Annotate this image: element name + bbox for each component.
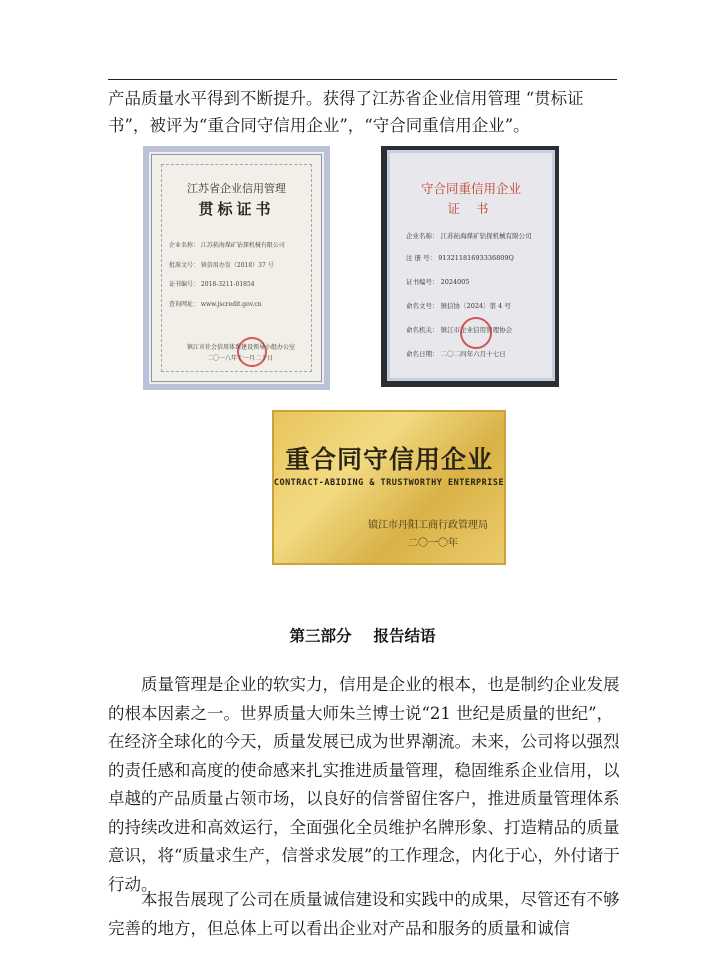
certificate-1-website: 查询网址： www.jscredit.gov.cn bbox=[169, 301, 262, 308]
conclusion-paragraph-2: 本报告展现了公司在质量诚信建设和实践中的成果，尽管还有不够完善的地方，但总体上可以看出企业对产品和服务的质量和诚信 bbox=[108, 890, 620, 938]
plaque-english-title: CONTRACT-ABIDING & TRUSTWORTHY ENTERPRISE bbox=[273, 478, 505, 488]
certificate-1-date: 二〇一八年十一月二十日 bbox=[207, 355, 274, 362]
certificate-2-naming-doc: 命名文号： 镇信协〔2024〕第 4 号 bbox=[406, 302, 511, 310]
certificate-2-subtitle: 证书 bbox=[447, 201, 505, 216]
certificate-1-number: 证书编号： 2018-3211-01854 bbox=[169, 281, 255, 288]
certificate-2-number: 证书编号： 2024005 bbox=[406, 278, 470, 286]
intro-paragraph: 产品质量水平得到不断提升。获得了江苏省企业信用管理 “贯标证书”，被评为“重合同守信用企业”，“守合同重信用企业”。 bbox=[108, 89, 584, 135]
trustworthy-enterprise-plaque-image bbox=[272, 410, 506, 565]
certificate-1-issuer: 镇江市社会信用体系建设领导小组办公室 bbox=[187, 344, 296, 351]
header-rule bbox=[108, 79, 617, 80]
certificate-1-title: 江苏省企业信用管理 bbox=[187, 182, 286, 195]
certificate-2-naming-org: 命名机关： 镇江市企业信用管理协会 bbox=[406, 326, 513, 334]
section-heading bbox=[0, 624, 725, 646]
section-part-label: 第三部分 bbox=[289, 626, 352, 645]
certificate-2-title: 守合同重信用企业 bbox=[420, 181, 521, 196]
certificate-1-company: 企业名称： 江苏拓海煤矿钻探机械有限公司 bbox=[169, 242, 285, 249]
certificate-paper bbox=[387, 150, 555, 381]
red-seal-stamp bbox=[460, 317, 492, 349]
plaque-year: 二〇一〇年 bbox=[408, 538, 458, 549]
certificate-2-company: 企业名称： 江苏拓海煤矿钻探机械有限公司 bbox=[406, 232, 532, 240]
plaque-title: 重合同守信用企业 bbox=[284, 445, 493, 474]
section-title: 报告结语 bbox=[373, 626, 436, 645]
plaque-issuer: 镇江市丹阳工商行政管理局 bbox=[368, 520, 488, 531]
credit-management-certificate-image bbox=[143, 146, 330, 390]
certificate-2-registration: 注 册 号： 91321181693336809Q bbox=[406, 254, 514, 262]
certificate-2-naming-date: 命名日期： 二〇二四年六月十七日 bbox=[406, 350, 506, 358]
conclusion-paragraph-1: 质量管理是企业的软实力，信用是企业的根本，也是制约企业发展的根本因素之一。世界质量大师朱兰博士说“21 世纪是质量的世纪”，在经济全球化的今天，质量发展已成为世界潮流。未来，公司将以强烈的责任感和高度的使命感来扎实推进质量管理，稳固维系企业信用，以卓越的产品质量占领市场，以良好的信誉留住客户，推进质量管理体系的持续改进和高效运行，全面强化全员维护名牌形象、打造精品的质量意识，将“质量求生产，信誉求发展”的工作理念，内化于心，外付诸于行动。 bbox=[108, 675, 620, 894]
certificate-1-subtitle: 贯标证书 bbox=[198, 200, 275, 218]
contract-credit-certificate-image bbox=[381, 146, 559, 387]
certificate-1-approval: 批准文号： 镇信用办发（2018）37 号 bbox=[169, 262, 274, 269]
